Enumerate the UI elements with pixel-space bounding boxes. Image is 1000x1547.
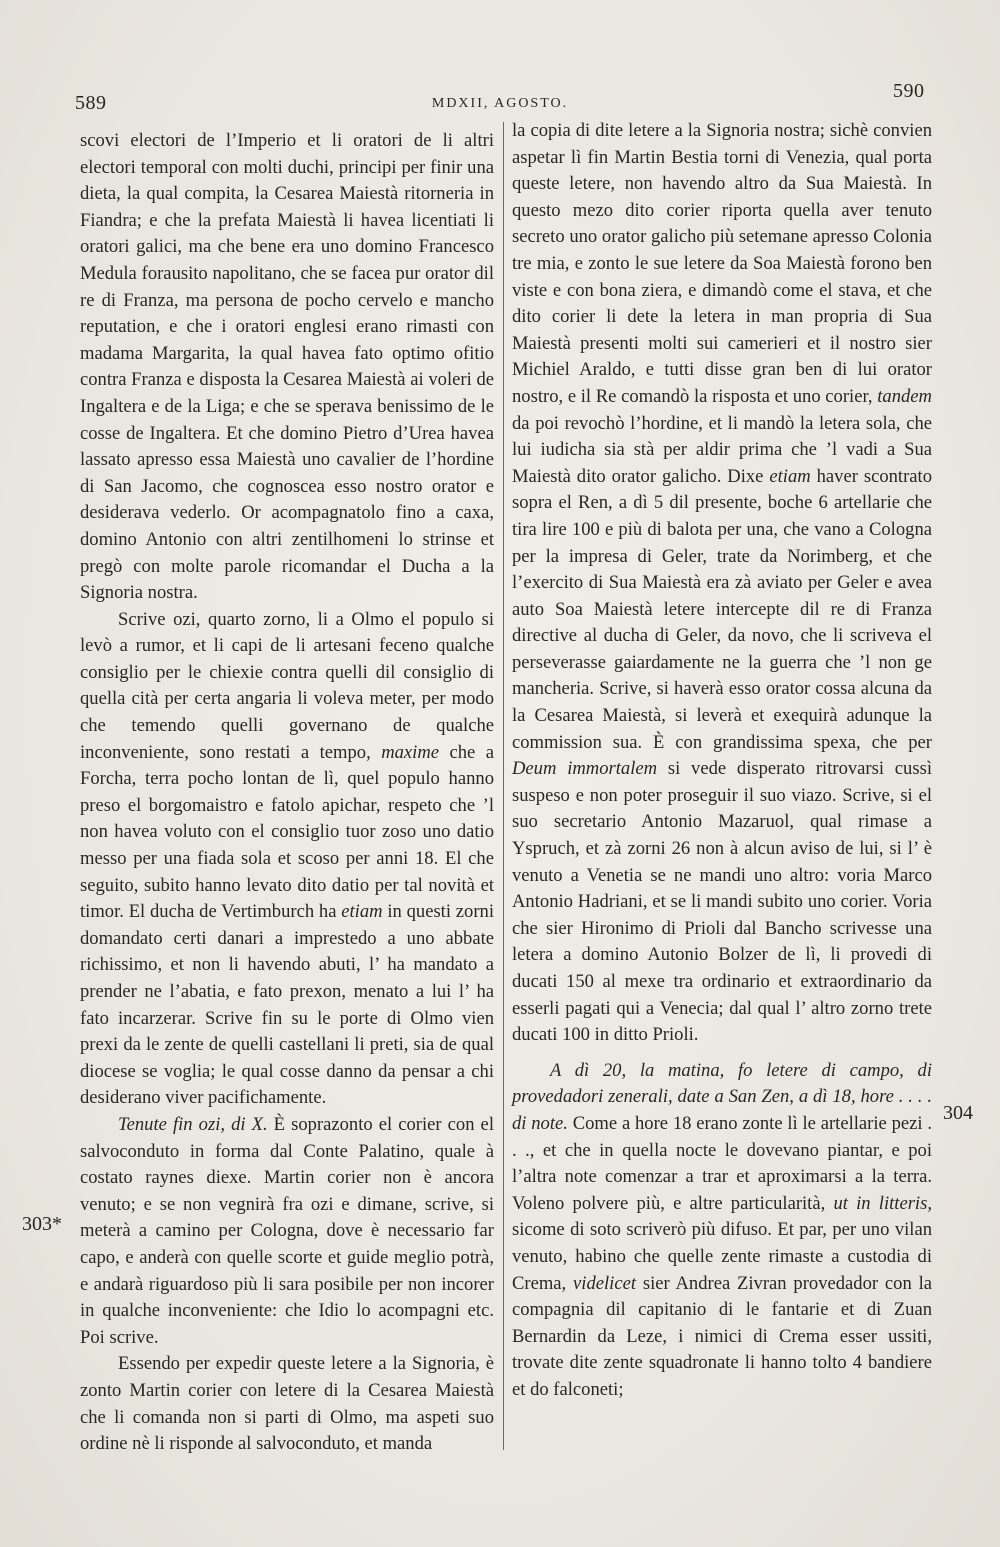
italic-term: ut in litteris, [833, 1192, 932, 1214]
right-column [512, 118, 932, 1404]
page-number-right: 590 [893, 80, 925, 102]
italic-term: tandem [877, 385, 932, 407]
paragraph-text: haver scontrato sopra el Ren, a dì 5 dil presente, boche 6 artellarie che tira lire 100 e più di balota per una, che vano a Cologna per la impresa di Geler, trate da Norimberg, et che l’exercito di Sua Maiestà era zà aviato per Geler e avea auto Soa Maiestà letere intercepte dil re di Franza directive al ducha di Geler, da novo, che li scriveva el perseverasse gaiardamente ne la guerra che ’l non ge mancheria. Scrive, si haverà esso orator cossa alcuna da la Cesarea Maiestà, si leverà et exequirà adunque la commission sua. È con grandissima spexa, che per [512, 465, 932, 753]
paragraph-text: la copia di dite letere a la Signoria nostra; sichè convien aspetar lì fin Martin Bestia torni di Venezia, qual porta queste letere, non havendo altro da Sua Maiestà. In questo mezo dito corier riporta quella aver tenuto secreto uno orator galicho più setemane apresso Colonia tre mia, e zonto le sue letere da Soa Maiestà forono ben viste e con bona ziera, e dimandò come el stava, et che dito corier li dete la letera in man propria di Sua Maiestà presenti molti sui camerieri et il nostro sier Michiel Araldo, e tutti disse gran ben di lui orator nostro, e il Re comandò la risposta et uno corier, [512, 120, 932, 407]
paragraph-text: sier Andrea Zivran provedador con la compagnia dil capitanio di le fantarie et di Zuan Bernardin da Leze, i nimici di Crema esser ussiti, trovate dite zente squadronate li hanno tolto 4 bandiere et do falconeti; [512, 1272, 933, 1400]
paragraph [80, 128, 494, 607]
paragraph [80, 1112, 494, 1351]
italic-heading: A dì 20, la matina, fo letere di campo, di provedadori zenerali, date a San Zen, a dì 18, hore . . . . di note. [512, 1059, 932, 1134]
italic-heading: Tenute fin ozi, di X. [118, 1113, 268, 1135]
paragraph [80, 1351, 494, 1457]
paragraph [512, 1058, 932, 1404]
margin-note-left: 303* [22, 1213, 62, 1235]
running-title: MDXII, AGOSTO. [431, 96, 569, 111]
italic-term: Deum immortalem [512, 758, 658, 780]
italic-term: etiam [341, 901, 383, 923]
paragraph-text: scovi electori de l’Imperio et li oratori de li altri electori temporal con molti duchi, principi per finir una dieta, la qual compita, la Cesarea Maiestà ritorneria in Fiandra; e che la prefata Maiestà li havea licentiati li oratori galici, ma che bene era uno domino Francesco Medula forausito napolitano, che se facea pur orator dil re di Franza, ma persona de pocho cervelo e mancho reputation, e che i oratori englesi erano rimasti con madama Margarita, la qual havea fato optimo ofitio contra Franza e disposta la Cesarea Maiestà ai voleri de Ingaltera e de la Liga; e che se sperava benissimo de le cosse de Ingaltera. Et che domino Pietro d’Urea havea lassato apresso essa Maiestà uno cavalier de l’hordine di San Jacomo, che cognoscea esso nostro orator e desiderava vederlo. Or acompagnatolo fino a caxa, domino Antonio con altri zentilhomeni lo strinse et pregò con molte parole ricomandar el Ducha a la Signoria nostra. [80, 130, 494, 604]
italic-term: etiam [769, 465, 811, 487]
paragraph-text: Come a hore 18 erano zonte lì le artellarie pezi . . ., et che in quella nocte le dovevano piantar, e poi l’altra note comenzar a trar et aproximarsi a la terra. Voleno polvere più, e altre particularità, [512, 1112, 932, 1214]
left-column [80, 128, 494, 1458]
paragraph-text: che a Forcha, terra pocho lontan de lì, quel populo hanno preso el borgomaistro e fatolo apichar, respeto che ’l non havea voluto con el consiglio tuor zoso uno datio messo per una fiada sola et scoso per anni 18. El che seguito, subito hanno levato dito datio per tal novità et timor. El ducha de Vertimburch ha [80, 741, 494, 923]
italic-term: videlicet [573, 1272, 637, 1294]
italic-term: maxime [381, 741, 440, 763]
paragraph [80, 607, 494, 1112]
paragraph-text: È soprazonto el corier con el salvoconduto in forma dal Conte Palatino, quale à costato raynes diexe. Martin corier non è ancora venuto; e se non vegnirà fra ozi e dimane, scrive, si meterà a camino per Cologna, dove è necessario far capo, e anderà con quelle scorte et guide meglio potrà, e andarà riguardoso più li sara posibile per non incorer in qualche inconveniente: che Idio lo acompagni etc. Poi scrive. [80, 1113, 494, 1348]
paragraph-text: da poi revochò l’hordine, et li mandò la letera sola, che lui iudicha sia stà per aldir prima che ’l vadi a Sua Maiestà dito orator galicho. Dixe [512, 412, 932, 487]
paragraph-text: si vede disperato ritrovarsi cussì suspeso e non poter proseguir il suo viazo. Scrive, si el suo secretario Antonio Mazaruol, qual rimase a Yspruch, et zà zorni 26 non à alcun aviso de lui, si l’ è venuto a Venetia se ne mandi uno altro: voria Marco Antonio Hadriani, et se li mandi subito uno corier. Voria che sier Hironimo di Prioli dal Bancho scrivesse una letera a domino Autonio Bolzer de lì, li provedi di ducati 150 al mexe tra ordinario et extraordinario da esserli pagati qui a Venecia; dal qual l’ altro zorno trete ducati 100 in ditto Prioli. [512, 758, 932, 1046]
paragraph-text: in questi zorni domandato certi danari a imprestedo a uno abbate richissimo, et non li havendo abuti, l’ ha mandato a prender ne l’abatia, e fato prexon, menato a lui l’ ha fato incarzerar. Scrive fin su le porte di Olmo vien prexi da le zente de quelli castellani li preti, sia de qual diocese se voglia; le qual cosse danno da pensar a chi desiderano viver pacifichamente. [80, 901, 495, 1109]
margin-note-right: 304 [943, 1102, 973, 1124]
paragraph-text: Essendo per expedir queste letere a la Signoria, è zonto Martin corier con letere di la Cesarea Maiestà che li comanda non si parti di Olmo, ma aspeti suo ordine nè li risponde al salvoconduto, et manda [80, 1353, 494, 1455]
column-divider [503, 122, 504, 1450]
paragraph-text: Scrive ozi, quarto zorno, li a Olmo el populo si levò a rumor, et li capi de li artesani feceno qualche consiglio per le chiexie contra quelli dil consiglio di quella cità per certa angaria li voleva meter, per modo che temendo quelli governano de qualche inconveniente, sono restati a tempo, [80, 608, 494, 763]
page-number-left: 589 [75, 92, 107, 114]
paragraph [512, 118, 932, 1049]
paragraph-text: sicome di soto scriverò più difuso. Et par, per uno vilan venuto, habino che quelle zente rimaste a custodia di Crema, [512, 1219, 932, 1294]
